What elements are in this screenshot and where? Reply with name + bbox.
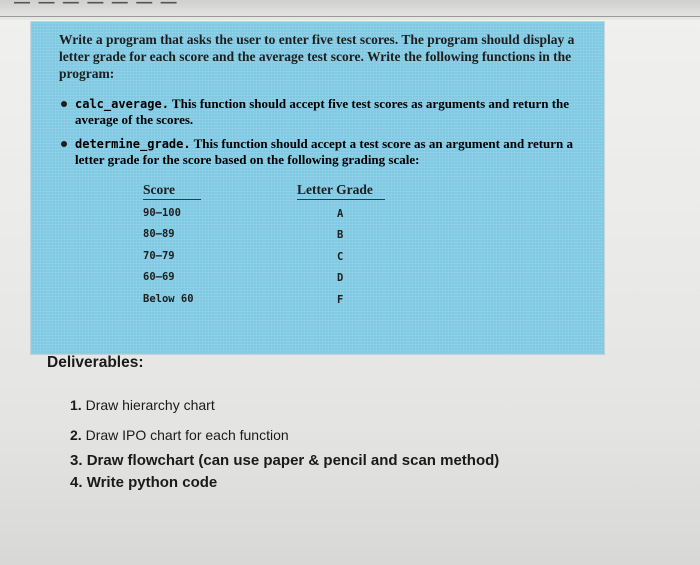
deliverable-item-1 — [70, 397, 215, 413]
table-cell-grade: D — [337, 272, 344, 284]
cropped-heading: — — — — — — — — [14, 0, 179, 11]
function-bullet-determine-grade — [59, 136, 599, 168]
table-cell-grade: B — [337, 229, 344, 241]
deliverable-text: Draw IPO chart for each function — [85, 427, 289, 443]
question-intro: Write a program that asks the user to enter five test scores. The program should display a letter grade for each score and the average test score. Write the following functions in the program: — [59, 32, 575, 81]
function-description: This function should accept five test scores as arguments and return the average of the scores. — [75, 96, 570, 127]
bullet-icon — [61, 101, 67, 107]
deliverable-item-2 — [70, 427, 289, 443]
table-row — [143, 271, 393, 289]
table-row — [143, 250, 393, 268]
function-bullet-calc-average — [59, 96, 599, 128]
table-cell-grade: F — [337, 294, 344, 306]
function-name: calc_average. — [75, 97, 169, 111]
table-cell-score: 70–79 — [143, 250, 175, 262]
deliverable-number: 4. — [70, 474, 83, 491]
deliverable-number: 3. — [70, 452, 83, 469]
deliverable-text: Write python code — [86, 474, 218, 491]
table-cell-grade: C — [337, 251, 344, 263]
function-description: This function should accept a test score as an argument and return a letter grade for the score based on the following grading scale: — [75, 136, 574, 167]
bullet-content — [75, 96, 599, 128]
table-cell-score: Below 60 — [143, 293, 194, 305]
top-strip — [0, 0, 700, 20]
table-row — [143, 207, 393, 225]
deliverables-heading: Deliverables: — [47, 354, 144, 371]
top-divider — [0, 16, 700, 17]
bullet-icon — [61, 141, 67, 147]
table-cell-grade: A — [337, 208, 344, 220]
table-row — [143, 293, 393, 311]
function-name: determine_grade. — [75, 137, 191, 151]
deliverable-item-4 — [70, 474, 217, 491]
table-cell-score: 60–69 — [143, 271, 175, 283]
table-row — [143, 228, 393, 246]
deliverable-text: Draw flowchart (can use paper & pencil and scan method) — [86, 452, 500, 469]
deliverable-number: 1. — [70, 397, 82, 413]
deliverable-text: Draw hierarchy chart — [85, 397, 215, 413]
table-cell-score: 90–100 — [143, 207, 181, 219]
table-header-score: Score — [143, 182, 201, 200]
deliverable-number: 2. — [70, 427, 82, 443]
table-cell-score: 80–89 — [143, 228, 175, 240]
bullet-content — [75, 136, 599, 168]
table-header-letter-grade: Letter Grade — [297, 182, 385, 200]
deliverable-item-3 — [70, 452, 499, 469]
question-panel — [31, 22, 604, 354]
grading-scale-table — [143, 182, 393, 306]
